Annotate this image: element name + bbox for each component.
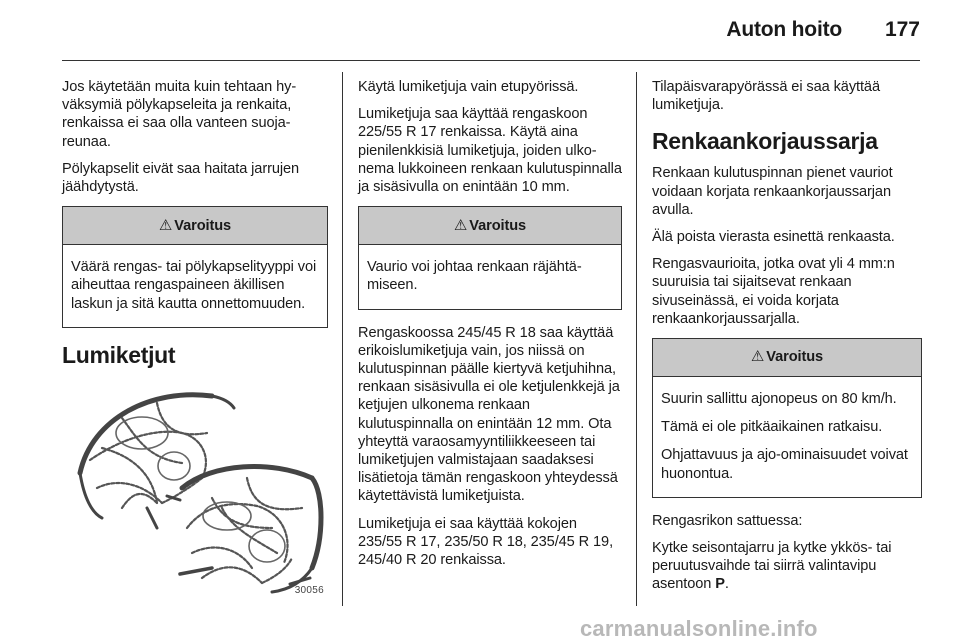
paragraph: Lumiketjuja ei saa käyttää kokojen 235/55 R 17, 235/50 R 18, 235/45 R 19, 245/40 R 20 renkaissa. <box>358 515 614 569</box>
column-divider-2 <box>636 72 637 606</box>
warning-triangle-icon: ⚠ <box>453 216 468 234</box>
warning-triangle-icon: ⚠ <box>158 216 173 234</box>
column-divider-1 <box>342 72 343 606</box>
paragraph-end: . <box>724 576 729 593</box>
paragraph: Renkaan kulutuspinnan pienet vauriot voidaan korjata renkaankorjaussarjan avulla. <box>652 165 893 218</box>
paragraph: Jos käytetään muita kuin tehtaan hyväksymiä pölykapseleita ja renkaita, renkaissa ei saa olla vanteen suojareunaa. <box>62 79 297 150</box>
paragraph: Älä poista vierasta esinettä renkaasta. <box>652 229 895 246</box>
warning-header <box>359 207 621 245</box>
section-heading: Lumiketjut <box>62 341 176 368</box>
page-header <box>0 0 960 60</box>
paragraph: Rengaskoossa 245/45 R 18 saa käyttää erikoislumiketjuja vain, jos niissä on kulutuspinnan päälle kiertyvä ketjuhihna, renkaan sisäsivulla ei ole ketjulenkkejä ja ketjujen ulkonema renkaan kulutuspinnalla on enintään 12 mm. Ota yhteyttä varaosamyyntiliikkeeseen tai lumiketjujen valmistajaan saadaksesi lisätietoja tämän rengaskoon yhteydessä käytettävistä lumiketjuista. <box>358 324 620 505</box>
warning-body <box>653 377 921 497</box>
snow-chains-illustration <box>62 378 328 602</box>
column-2 <box>358 78 622 578</box>
section-heading: Renkaankorjaussarja <box>652 128 878 155</box>
paragraph: Pölykapselit eivät saa haitata jarrujen jäähdytystä. <box>62 160 300 196</box>
warning-box <box>62 206 328 328</box>
warning-text: Suurin sallittu ajonopeus on 80 km/h. <box>661 391 897 408</box>
warning-title: Varoitus <box>766 349 824 366</box>
column-1 <box>62 78 328 602</box>
warning-box <box>652 338 922 498</box>
warning-body <box>63 245 327 327</box>
paragraph-text: Kytke seisontajarru ja kytke ykkös- tai peruutusvaihde tai siirrä valintavipu asentoon <box>652 540 892 593</box>
figure-number: 30056 <box>294 584 324 596</box>
paragraph: Rengasrikon sattuessa: <box>652 512 803 529</box>
page-number: 177 <box>884 18 920 41</box>
warning-title: Varoitus <box>174 217 232 234</box>
paragraph: Käytä lumiketjuja vain etupyörissä. <box>358 79 579 95</box>
section-title: Auton hoito <box>726 18 842 41</box>
paragraph <box>652 539 922 594</box>
warning-header <box>63 207 327 245</box>
warning-body <box>359 245 621 308</box>
snow-chains-drawing <box>62 378 328 602</box>
warning-text: Tämä ei ole pitkäaikainen ratkaisu. <box>661 419 883 436</box>
warning-text: Väärä rengas- tai pölykapselityyppi voi aiheuttaa rengaspaineen äkillisen laskun ja sitä kautta onnettomuuden. <box>71 259 317 312</box>
warning-text: Ohjattavuus ja ajo-ominaisuudet voivat huonontua. <box>661 447 908 482</box>
watermark: carmanualsonline.info <box>580 616 818 641</box>
column-3 <box>652 78 922 603</box>
paragraph: Lumiketjuja saa käyttää rengaskoon 225/55 R 17 renkaissa. Käytä aina pienilenkkisiä lumiketjuja, joiden ulkonema lukkoineen renkaan kulutuspinnalla ja sisäsivulla on enintään 10 mm. <box>358 106 622 196</box>
header-rule <box>62 60 920 61</box>
warning-title: Varoitus <box>469 217 527 234</box>
gear-position-label: P <box>715 576 725 593</box>
warning-text: Vaurio voi johtaa renkaan räjähtämiseen. <box>367 259 582 294</box>
paragraph: Tilapäisvarapyörässä ei saa käyttää lumiketjuja. <box>652 79 880 114</box>
paragraph: Rengasvaurioita, jotka ovat yli 4 mm:n suuruisia tai sijaitsevat renkaan sivuseinässä, ei voida korjata renkaankorjaussarjalla. <box>652 256 895 327</box>
warning-header <box>653 339 921 377</box>
warning-box <box>358 206 622 309</box>
warning-triangle-icon: ⚠ <box>750 348 765 366</box>
